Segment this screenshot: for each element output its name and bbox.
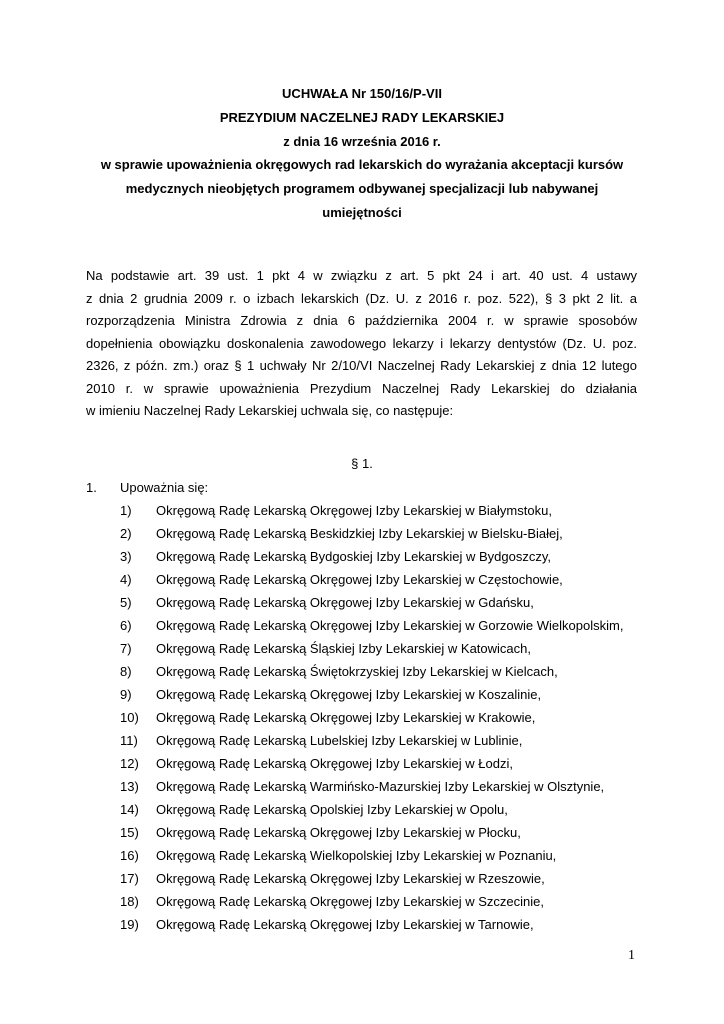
list-item [0, 641, 724, 657]
point-number: 1. [86, 480, 97, 495]
item-text: Okręgową Radę Lekarską Okręgowej Izby Lekarskiej w Tarnowie, [156, 917, 534, 932]
item-text: Okręgową Radę Lekarską Okręgowej Izby Lekarskiej w Białymstoku, [156, 503, 552, 518]
list-item [0, 733, 724, 749]
list-item [0, 802, 724, 818]
item-number: 9) [120, 687, 132, 702]
item-number: 16) [120, 848, 139, 863]
resolution-number: UCHWAŁA Nr 150/16/P-VII [282, 86, 442, 101]
resolution-subject-line-2: medycznych nieobjętych programem odbywanej specjalizacji lub nabywanej [125, 181, 599, 196]
paragraph-line: 2326, z późn. zm.) oraz § 1 uchwały Nr 2/10/VI Naczelnej Rady Lekarskiej z dnia 12 lutego [86, 358, 637, 373]
list-item [0, 848, 724, 864]
item-text: Okręgową Radę Lekarską Okręgowej Izby Lekarskiej w Częstochowie, [156, 572, 563, 587]
paragraph-line: Na podstawie art. 39 ust. 1 pkt 4 w związku z art. 5 pkt 24 i art. 40 ust. 4 ustawy [86, 268, 637, 283]
item-text: Okręgową Radę Lekarską Okręgowej Izby Lekarskiej w Gorzowie Wielkopolskim, [156, 618, 624, 633]
item-text: Okręgową Radę Lekarską Okręgowej Izby Lekarskiej w Łodzi, [156, 756, 513, 771]
resolution-date: z dnia 16 września 2016 r. [283, 134, 441, 149]
list-item [0, 894, 724, 910]
item-number: 17) [120, 871, 139, 886]
item-number: 13) [120, 779, 139, 794]
paragraph-line: z dnia 2 grudnia 2009 r. o izbach lekarskich (Dz. U. z 2016 r. poz. 522), § 3 pkt 2 lit. a [86, 290, 637, 306]
item-number: 11) [120, 733, 138, 748]
list-item [0, 664, 724, 680]
item-number: 7) [120, 641, 132, 656]
item-text: Okręgową Radę Lekarską Okręgowej Izby Lekarskiej w Szczecinie, [156, 894, 545, 909]
list-item [0, 825, 724, 841]
paragraph-line: rozporządzenia Ministra Zdrowia z dnia 6 października 2004 r. w sprawie sposobów [86, 313, 637, 328]
item-number: 10) [120, 710, 139, 725]
paragraph-line: 2010 r. w sprawie upoważnienia Prezydium Naczelnej Rady Lekarskiej do działania [86, 380, 637, 396]
item-number: 3) [120, 549, 132, 564]
item-text: Okręgową Radę Lekarską Okręgowej Izby Lekarskiej w Krakowie, [156, 710, 536, 725]
item-number: 19) [120, 917, 139, 932]
item-text: Okręgową Radę Lekarską Bydgoskiej Izby Lekarskiej w Bydgoszczy, [156, 549, 551, 564]
item-text: Okręgową Radę Lekarską Warmińsko-Mazurskiej Izby Lekarskiej w Olsztynie, [156, 779, 605, 794]
item-number: 15) [120, 825, 139, 840]
item-number: 8) [120, 664, 132, 679]
list-item [0, 503, 724, 519]
item-text: Okręgową Radę Lekarską Beskidzkiej Izby Lekarskiej w Bielsku-Białej, [156, 526, 563, 541]
item-text: Okręgową Radę Lekarską Okręgowej Izby Lekarskiej w Gdańsku, [156, 595, 534, 610]
item-number: 1) [120, 503, 132, 518]
list-item [0, 779, 724, 795]
item-text: Okręgową Radę Lekarską Opolskiej Izby Lekarskiej w Opolu, [156, 802, 508, 817]
list-item [0, 687, 724, 703]
item-number: 12) [120, 756, 139, 771]
list-item [0, 549, 724, 565]
paragraph-line: w imieniu Naczelnej Rady Lekarskiej uchwala się, co następuje: [86, 403, 454, 418]
list-item [0, 871, 724, 887]
list-item [0, 595, 724, 611]
paragraph-line: dopełnienia obowiązku doskonalenia zawodowego lekarzy i lekarzy dentystów (Dz. U. poz. [86, 335, 637, 351]
list-item [0, 756, 724, 772]
item-number: 6) [120, 618, 132, 633]
item-text: Okręgową Radę Lekarską Śląskiej Izby Lekarskiej w Katowicach, [156, 641, 532, 656]
resolution-subject-line-1: w sprawie upoważnienia okręgowych rad lekarskich do wyrażania akceptacji kursów [100, 157, 624, 172]
item-text: Okręgową Radę Lekarską Okręgowej Izby Lekarskiej w Rzeszowie, [156, 871, 545, 886]
item-number: 18) [120, 894, 139, 909]
list-item [0, 572, 724, 588]
list-item [0, 917, 724, 933]
legal-basis-paragraph [86, 265, 637, 423]
item-number: 14) [120, 802, 139, 817]
issuing-body: PREZYDIUM NACZELNEJ RADY LEKARSKIEJ [219, 110, 505, 125]
item-number: 5) [120, 595, 132, 610]
point-label: Upoważnia się: [120, 480, 209, 495]
item-number: 4) [120, 572, 132, 587]
item-text: Okręgową Radę Lekarską Lubelskiej Izby Lekarskiej w Lublinie, [156, 733, 523, 748]
list-item [0, 710, 724, 726]
item-number: 2) [120, 526, 132, 541]
item-text: Okręgową Radę Lekarską Okręgowej Izby Lekarskiej w Płocku, [156, 825, 521, 840]
resolution-subject-line-3: umiejętności [322, 205, 402, 220]
item-text: Okręgową Radę Lekarską Okręgowej Izby Lekarskiej w Koszalinie, [156, 687, 542, 702]
item-text: Okręgową Radę Lekarską Świętokrzyskiej Izby Lekarskiej w Kielcach, [156, 664, 558, 679]
page-number: 1 [628, 948, 635, 963]
list-item [0, 526, 724, 542]
section-heading: § 1. [351, 456, 373, 471]
list-item [0, 618, 724, 634]
item-text: Okręgową Radę Lekarską Wielkopolskiej Izby Lekarskiej w Poznaniu, [156, 848, 557, 863]
